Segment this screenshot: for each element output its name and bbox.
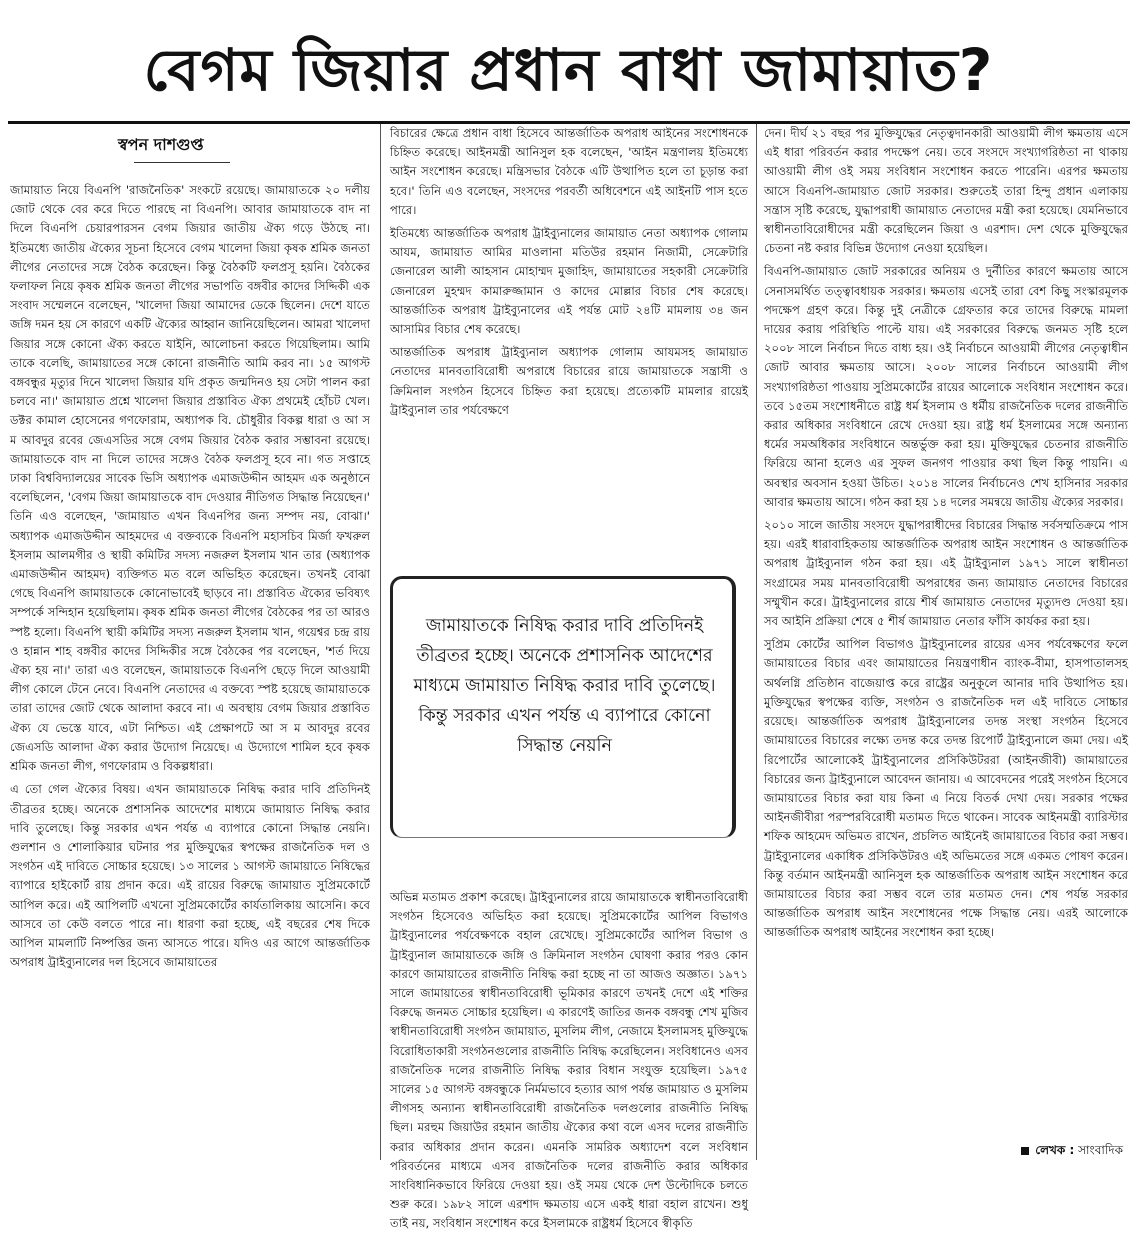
headline: বেগম জিয়ার প্রধান বাধা জামায়াত? <box>143 36 994 104</box>
paragraph: বিএনপি-জামায়াত জোট সরকারের অনিয়ম ও দুর্নীতির কারণে ক্ষমতায় আসে সেনাসমর্থিত তত্ত্বাবধায়ক সরকার। ক্ষমতায় এসেই তারা বেশ কিছু সংস্কারমূলক পদক্ষেপ গ্রহণ করে। কিন্তু দুই নেত্রীকে গ্রেফতার করে তাদের বিরুদ্ধে মামলা দায়ের করায় পরিস্থিতি পাল্টে যায়। এই সরকারের বিরুদ্ধে জনমত সৃষ্টি হলে ২০০৮ সালে নির্বাচন দিতে বাধ্য হয়। ওই নির্বাচনে আওয়ামী লীগের নেতৃত্বাধীন জোট আবার ক্ষমতায় আসে। ২০০৮ সালের নির্বাচনে আওয়ামী লীগ সংখ্যাগরিষ্ঠতা পাওয়ায় সুপ্রিমকোর্টের রায়ের আলোকে সংবিধান সংশোধন করে। তবে ১৫তম সংশোধনীতে রাষ্ট্র ধর্ম ইসলাম ও ধর্মীয় রাজনৈতিক দলের রাজনীতি করার অধিকার সংবিধানে রেখে দেওয়া হয়। রাষ্ট্র ধর্ম ইসলামের সঙ্গে অন্যান্য ধর্মের সমঅধিকার সংবিধানে অন্তর্ভুক্ত করা হয়। মুক্তিযুদ্ধের চেতনার রাজনীতি ফিরিয়ে আনা হলেও এর সুফল জনগণ পাওয়ার কথা ছিল কিন্তু পায়নি। এ অবস্থার অবসান হওয়া উচিত। ২০১৪ সালের নির্বাচনেও শেখ হাসিনার সরকার আবার ক্ষমতায় আসে। গঠন করা হয় ১৪ দলের সমন্বয়ে জাতীয় ঐক্যের সরকার। <box>764 264 1128 509</box>
paragraph: ইতিমধ্যে আন্তর্জাতিক অপরাধ ট্রাইব্যুনালের জামায়াত নেতা অধ্যাপক গোলাম আযম, জামায়াত আমির মাওলানা মতিউর রহমান নিজামী, সেক্রেটারি জেনারেল আলী আহসান মোহাম্মদ মুজাহিদ, জামায়াতের সহকারী সেক্রেটারি জেনারেল মুহম্মদ কামারুজ্জামান ও কাদের মোল্লার বিচার শেষ করেছে। আন্তর্জাতিক অপরাধ ট্রাইব্যুনালের এই পর্যন্ত মোট ২৪টি মামলায় ৩৪ জন আসামির বিচার শেষ করেছে। <box>390 226 748 337</box>
byline-divider <box>134 162 230 163</box>
column-divider <box>380 124 381 1160</box>
square-bullet-icon <box>1021 1147 1029 1155</box>
pullquote-container <box>390 562 748 888</box>
paragraph: দেন। দীর্ঘ ২১ বছর পর মুক্তিযুদ্ধের নেতৃত্বদানকারী আওয়ামী লীগ ক্ষমতায় এসে এই ধারা পরিবর্তন করার পদক্ষেপ নেয়। তবে সংসদে সংখ্যাগরিষ্ঠতা না থাকায় আওয়ামী লীগ ওই সময় সংবিধান সংশোধন করতে পারেনি। এরপর ক্ষমতায় আসে বিএনপি-জামায়াত জোট সরকার। শুরুতেই তারা হিন্দু প্রধান এলাকায় সন্ত্রাস সৃষ্টি করেছে, যুদ্ধাপরাধী জামায়াত নেতাদের মন্ত্রী করা হয়েছে। যেমনিভাবে স্বাধীনতাবিরোধীদের মন্ত্রী করেছিলেন জিয়া ও এরশাদ। দেশ থেকে মুক্তিযুদ্ধের চেতনা নষ্ট করার বিভিন্ন উদ্যোগ নেওয়া হয়েছিল। <box>764 126 1128 256</box>
byline: স্বপন দাশগুপ্ত <box>118 135 204 154</box>
paragraph: অভিন্ন মতামত প্রকাশ করেছে। ট্রাইব্যুনালের রায়ে জামায়াতকে স্বাধীনতাবিরোধী সংগঠন হিসেবেও অভিহিত করা হয়েছে। সুপ্রিমকোর্টের আপিল বিভাগও ট্রাইব্যুনালের পর্যবেক্ষণকে বহাল রেখেছে। সুপ্রিমকোর্টের আপিল বিভাগ ও ট্রাইব্যুনাল জামায়াতকে জঙ্গি ও ক্রিমিনাল সংগঠন ঘোষণা করার পরও কোন কারণে জামায়াতের রাজনীতি নিষিদ্ধ করা হচ্ছে না তা আজও অজ্ঞাত। ১৯৭১ সালে জামায়াতের স্বাধীনতাবিরোধী ভূমিকার কারণে তখনই দেশে এই শক্তির বিরুদ্ধে জনমত সোচ্চার হয়েছিল। এ কারণেই জাতির জনক বঙ্গবন্ধু শেখ মুজিব স্বাধীনতাবিরোধী সংগঠন জামায়াত, মুসলিম লীগ, নেজামে ইসলামসহ মুক্তিযুদ্ধে বিরোধিতাকারী সংগঠনগুলোর রাজনীতি নিষিদ্ধ করেছিলেন। সংবিধানেও এসব রাজনৈতিক দলের রাজনীতি নিষিদ্ধ করার বিধান সংযুক্ত হয়েছিল। ১৯৭৫ সালের ১৫ আগস্ট বঙ্গবন্ধুকে নির্মমভাবে হত্যার আগ পর্যন্ত জামায়াত ও মুসলিম লীগসহ অন্যান্য স্বাধীনতাবিরোধী রাজনৈতিক দলগুলোর রাজনীতি নিষিদ্ধ ছিল। মরহুম জিয়াউর রহমান জাতীয় ঐক্যের কথা বলে এসব দলের রাজনীতি করার অধিকার প্রদান করেন। এমনকি সামরিক অধ্যাদেশ বলে সংবিধান পরিবর্তনের মাধ্যমে এসব রাজনৈতিক দলের রাজনীতি করার অধিকার সাংবিধানিকভাবে ফিরিয়ে দেওয়া হয়। ওই সময় থেকে দেশ উল্টোদিকে চলতে শুরু করে। ১৯৮২ সালে এরশাদ ক্ষমতায় এসে একই ধারা বহাল রাখেন। শুধু তাই নয়, সংবিধান সংশোধন করে ইসলামকে রাষ্ট্রধর্ম হিসেবে স্বীকৃতি <box>390 890 749 1231</box>
paragraph: বিচারের ক্ষেত্রে প্রধান বাধা হিসেবে আন্তর্জাতিক অপরাধ আইনের সংশোধনকে চিহ্নিত করেছে। আইনমন্ত্রী আনিসুল হক বলেছেন, 'আইন মন্ত্রণালয় ইতিমধ্যে আইন সংশোধন করেছে। মন্ত্রিসভার বৈঠকে এটি উত্থাপিত হলে তা চূড়ান্ত করা হবে।' তিনি এও বলেছেন, সংসদের পরবর্তী অধিবেশনে এই আইনটি পাস হতে পারে। <box>390 126 748 217</box>
article-column-3 <box>764 124 1128 1164</box>
article-column-1 <box>10 124 370 1164</box>
paragraph: এ তো গেল ঐক্যের বিষয়। এখন জামায়াতকে নিষিদ্ধ করার দাবি প্রতিদিনই তীব্রতর হচ্ছে। অনেকে প্রশাসনিক আদেশের মাধ্যমে জামায়াত নিষিদ্ধ করার দাবি তুলেছে। কিন্তু সরকার এখন পর্যন্ত এ ব্যাপারে কোনো সিদ্ধান্ত নেয়নি। গুলশান ও শোলাকিয়ার ঘটনার পর মুক্তিযুদ্ধের স্বপক্ষের রাজনৈতিক দল ও সংগঠন এই দাবিতে সোচ্চার হয়েছে। ১৩ সালের ১ আগস্ট জামায়াতে নিষিদ্ধের ব্যাপারে হাইকোর্ট রায় প্রদান করে। এই রায়ের বিরুদ্ধে জামায়াত সুপ্রিমকোর্টে আপিল করে। এই আপিলটি এখনো সুপ্রিমকোর্টের কার্যতালিকায় আসেনি। কবে আসবে তা কেউ বলতে পারে না। ধারণা করা হচ্ছে, এই বছরের শেষ দিকে আপিল মামলাটি নিষ্পত্তির জন্য আসতে পারে। যদিও এর আগে আন্তর্জাতিক অপরাধ ট্রাইব্যুনালের দল হিসেবে জামায়াতের <box>10 782 370 970</box>
pullquote-text: জামায়াতকে নিষিদ্ধ করার দাবি প্রতিদিনই তীব্রতর হচ্ছে। অনেকে প্রশাসনিক আদেশের মাধ্যমে জামায়াত নিষিদ্ধ করার দাবি তুলেছে। কিন্তু সরকার এখন পর্যন্ত এ ব্যাপারে কোনো সিদ্ধান্ত নেয়নি <box>413 616 716 756</box>
author-credit-label: লেখক : <box>1035 1143 1075 1157</box>
pullquote-box <box>390 576 736 838</box>
column-divider <box>756 124 757 1160</box>
article-column-2 <box>390 124 749 1231</box>
paragraph: জামায়াত নিয়ে বিএনপি 'রাজনৈতিক' সংকটে রয়েছে। জামায়াতকে ২০ দলীয় জোট থেকে বের করে দিতে পারছে না বিএনপি। আবার জামায়াতকে বাদ না দিলে বিএনপি চেয়ারপারসন বেগম জিয়ার জাতীয় ঐক্য গড়ে উঠছে না। ইতিমধ্যে জাতীয় ঐক্যের সূচনা হিসেবে বেগম খালেদা জিয়া কৃষক শ্রমিক জনতা লীগের নেতাদের সঙ্গে বৈঠক করেছেন। কিন্তু বৈঠকটি ফলপ্রসূ হয়নি। বৈঠকের ফলাফল নিয়ে কৃষক শ্রমিক জনতা লীগের সভাপতি বঙ্গবীর কাদের সিদ্দিকী এক সংবাদ সম্মেলনে বলেছেন, 'খালেদা জিয়া আমাদের ডেকে ছিলেন। দেশে যাতে জঙ্গি দমন হয় সে কারণে একটি ঐক্যের আহ্বান জানিয়েছিলেন। আমরা খালেদা জিয়ার সঙ্গে কোনো ঐক্য করতে যাইনি, আলোচনা করতে গিয়েছিলাম। আমি তাকে বলেছি, জামায়াতের সঙ্গে কোনো রাজনীতি আমি করব না। ১৫ আগস্ট বঙ্গবন্ধুর মৃত্যুর দিনে খালেদা জিয়ার যদি প্রকৃত জন্মদিনও হয় সেটা পালন করা চলবে না।' জামায়াত প্রশ্নে খালেদা জিয়ার প্রস্তাবিত ঐক্য প্রথমেই হোঁচট খেল। ডক্টর কামাল হোসেনের গণফোরাম, অধ্যাপক বি. চৌধুরীর বিকল্প ধারা ও আ স ম আবদুর রবের জেএসডির সঙ্গে বেগম জিয়ার বৈঠক করার সম্ভাবনা রয়েছে। জামায়াতকে বাদ না দিলে তাদের সঙ্গেও বৈঠক ফলপ্রসূ হবে না। গত সপ্তাহে ঢাকা বিশ্ববিদ্যালয়ের সাবেক ভিসি অধ্যাপক এমাজউদ্দীন আহমদ এক অনুষ্ঠানে বলেছিলেন, 'বেগম জিয়া জামায়াতকে বাদ দেওয়ার নীতিগত সিদ্ধান্ত নিয়েছেন।' তিনি এও বলেছেন, 'জামায়াত এখন বিএনপির জন্য সম্পদ নয়, বোঝা।' অধ্যাপক এমাজউদ্দীন আহমদের এ বক্তব্যকে বিএনপি মহাসচিব মির্জা ফখরুল ইসলাম আলমগীর ও স্থায়ী কমিটির সদস্য নজরুল ইসলাম খান তার (অধ্যাপক এমাজউদ্দীন আহমদ) ব্যক্তিগত মত বলে অভিহিত করেছেন। তখনই বোঝা গেছে বিএনপি জামায়াতকে কোনোভাবেই ছাড়বে না। প্রস্তাবিত ঐক্যের ভবিষ্যৎ সম্পর্কে সন্দিহান হয়েছিলাম। কৃষক শ্রমিক জনতা লীগের বৈঠকের পর তা আরও স্পষ্ট হলো। বিএনপি স্থায়ী কমিটির সদস্য নজরুল ইসলাম খান, গয়েশ্বর চন্দ্র রায় ও হান্নান শাহ বঙ্গবীর কাদের সিদ্দিকীর সঙ্গে বৈঠকের পর বলেছেন, 'শর্ত দিয়ে ঐক্য হয় না।' তারা এও বলেছেন, জামায়াতকে বিএনপি ছেড়ে দিলে আওয়ামী লীগ কোলে টেনে নেবে। বিএনপি নেতাদের এ বক্তব্যে স্পষ্ট হয়েছে জামায়াতকে তারা তাদের জোট থেকে আলাদা করবে না। এ অবস্থায় বেগম জিয়ার প্রস্তাবিত ঐক্য যে ভেস্তে যাবে, এটা নিশ্চিত। এই প্রেক্ষাপটে আ স ম আবদুর রবের জেএসডি আলাদা ঐক্য করার উদ্যোগ নিয়েছে। এ উদ্যোগে শামিল হবে কৃষক শ্রমিক জনতা লীগ, গণফোরাম ও বিকল্পধারা। <box>10 183 370 774</box>
author-credit-value: সাংবাদিক <box>1078 1143 1123 1157</box>
paragraph: ২০১০ সালে জাতীয় সংসদে যুদ্ধাপরাধীদের বিচারের সিদ্ধান্ত সর্বসম্মতিক্রমে পাস হয়। এরই ধারাবাহিকতায় আন্তর্জাতিক অপরাধ আইন সংশোধন ও আন্তর্জাতিক অপরাধ ট্রাইব্যুনাল গঠন করা হয়। এই ট্রাইব্যুনাল ১৯৭১ সালে স্বাধীনতা সংগ্রামের সময় মানবতাবিরোধী অপরাধের জন্য জামায়াত নেতাদের বিচারের সম্মুখীন করে। ট্রাইব্যুনালের রায়ে শীর্ষ জামায়াত নেতাদের মৃত্যুদণ্ড দেওয়া হয়। সব আইনি প্রক্রিয়া শেষে ৫ শীর্ষ জামায়াত নেতার ফাঁসি কার্যকর করা হয়। <box>764 518 1128 629</box>
column-2-upper <box>390 124 748 560</box>
paragraph: আন্তর্জাতিক অপরাধ ট্রাইব্যুনাল অধ্যাপক গোলাম আযমসহ জামায়াত নেতাদের মানবতাবিরোধী অপরাধে বিচারের রায়ে জামায়াতকে সন্ত্রাসী ও ক্রিমিনাল সংগঠন হিসেবে চিহ্নিত করা হয়েছে। প্রত্যেকটি মামলার রায়েই ট্রাইব্যুনাল তার পর্যবেক্ষণে <box>390 345 748 417</box>
paragraph: সুপ্রিম কোর্টের আপিল বিভাগও ট্রাইব্যুনালের রায়ের এসব পর্যবেক্ষণের ফলে জামায়াতের বিচার এবং জামায়াতের নিয়ন্ত্রণাধীন ব্যাংক-বীমা, হাসপাতালসহ অর্থলগ্নি প্রতিষ্ঠান বাজেয়াপ্ত করে রাষ্ট্রের অনুকূলে আনার দাবি উত্থাপিত হয়। মুক্তিযুদ্ধের স্বপক্ষের ব্যক্তি, সংগঠন ও রাজনৈতিক দল এই দাবিতে সোচ্চার রয়েছে। আন্তর্জাতিক অপরাধ ট্রাইব্যুনালের তদন্ত সংস্থা সংগঠন হিসেবে জামায়াতের বিচারের লক্ষ্যে তদন্ত করে তদন্ত রিপোর্ট ট্রাইব্যুনালে জমা দেয়। এই রিপোর্টের আলোকেই ট্রাইব্যুনালের প্রসিকিউটররা (আইনজীবী) জামায়াতের বিচারের জন্য ট্রাইব্যুনালে আবেদন জানায়। এ আবেদনের পরেই সংগঠন হিসেবে জামায়াতের বিচার করা যায় কিনা এ নিয়ে বিতর্ক দেখা দেয়। সরকার পক্ষের আইনজীবীরা পরস্পরবিরোধী মতামত দিতে থাকেন। সাবেক আইনমন্ত্রী ব্যারিস্টার শফিক আহমেদ অভিমত রাখেন, প্রচলিত আইনেই জামায়াতের বিচার করা সম্ভব। ট্রাইব্যুনালের একাধিক প্রসিকিউটরও এই অভিমতের সঙ্গে একমত পোষণ করেন। কিন্তু বর্তমান আইনমন্ত্রী আনিসুল হক আন্তর্জাতিক অপরাধ আইন সংশোধন করে জামায়াতের বিচার করা সম্ভব বলে তার মতামত দেন। শেষ পর্যন্ত সরকার আন্তর্জাতিক অপরাধ আইন সংশোধনের পক্ষে সিদ্ধান্ত নেয়। এরই আলোকে আন্তর্জাতিক অপরাধ আইনের সংশোধন করা হচ্ছে। <box>764 637 1128 940</box>
author-credit <box>1021 1140 1123 1160</box>
column-2-lower <box>390 888 748 1234</box>
